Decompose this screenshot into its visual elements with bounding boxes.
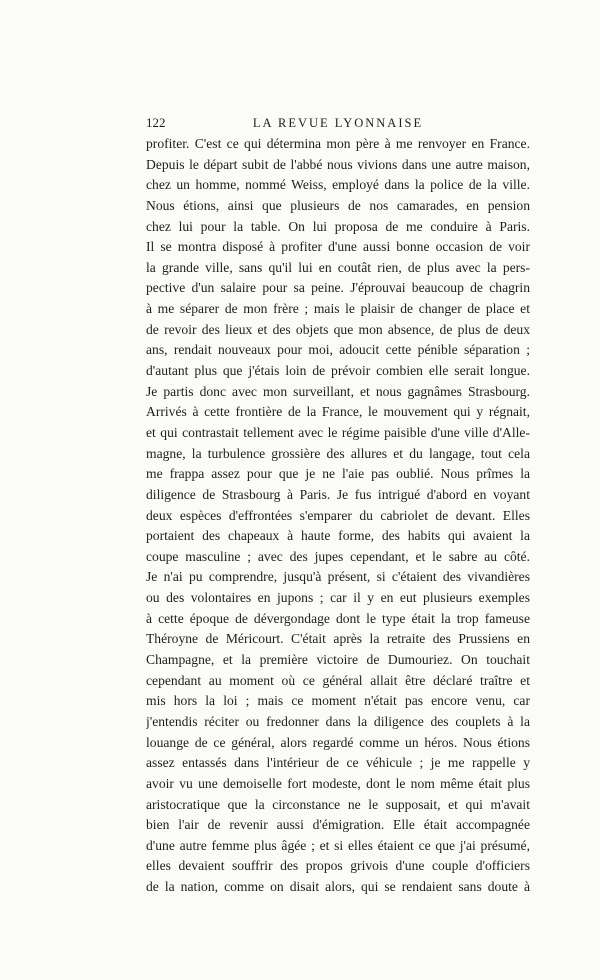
text-line: portaient des chapeaux à haute forme, des habits qui avaient la xyxy=(146,528,530,544)
text-line: à cette époque de dévergondage dont le type était la trop fameuse xyxy=(146,610,530,626)
text-line: Nous étions, ainsi que plusieurs de nos camarades, en pension xyxy=(146,197,530,213)
text-line: bien l'air de revenir aussi d'émigration. Elle était accompagnée xyxy=(146,817,530,833)
page-number: 122 xyxy=(146,115,166,130)
body-text xyxy=(146,134,530,898)
text-line: magne, la turbulence grossière des allures et du langage, tout cela xyxy=(146,445,530,461)
text-line: chez un homme, nommé Weiss, employé dans la police de la ville. xyxy=(146,177,530,193)
text-line: d'autant plus que j'étais loin de prévoir combien elle serait longue. xyxy=(146,363,530,379)
text-line: d'une autre femme plus âgée ; et si elles étaient ce que j'ai présumé, xyxy=(146,837,530,853)
text-line: assez entassés dans l'intérieur de ce véhicule ; je me rappelle y xyxy=(146,755,530,771)
text-line: Depuis le départ subit de l'abbé nous vivions dans une autre maison, xyxy=(146,156,530,172)
text-line: ans, rendait nouveaux pour moi, adoucit cette pénible séparation ; xyxy=(146,342,530,358)
text-line: ou des volontaires en jupons ; car il y en eut plusieurs exemples xyxy=(146,590,530,606)
text-line: elles devaient souffrir des propos grivois d'une couple d'officiers xyxy=(146,858,530,874)
text-line: de la nation, comme on disait alors, qui se rendaient sans doute à xyxy=(146,879,530,895)
text-line: louange de ce général, alors regardé comme un héros. Nous étions xyxy=(146,734,530,750)
text-line: à me séparer de mon frère ; mais le plaisir de changer de place et xyxy=(146,301,530,317)
text-line: avoir vu une demoiselle fort modeste, dont le nom même était plus xyxy=(146,775,530,791)
text-line: mis hors la loi ; mais ce moment n'était pas encore venu, car xyxy=(146,693,530,709)
text-line: Je n'ai pu comprendre, jusqu'à présent, si c'étaient des vivandières xyxy=(146,569,530,585)
text-line: Arrivés à cette frontière de la France, le mouvement qui y régnait, xyxy=(146,404,530,420)
text-line: profiter. C'est ce qui détermina mon père à me renvoyer en France. xyxy=(146,136,530,151)
text-line: Théroyne de Méricourt. C'était après la retraite des Prussiens en xyxy=(146,631,530,647)
text-line: chez lui pour la table. On lui proposa de me conduire à Paris. xyxy=(146,218,530,234)
text-line: Je partis donc avec mon surveillant, et nous gagnâmes Strasbourg. xyxy=(146,383,530,399)
running-title: LA REVUE LYONNAISE xyxy=(252,116,424,130)
text-line: et qui contrastait tellement avec le régime paisible d'une ville d'Alle- xyxy=(146,424,530,440)
text-line: coupe masculine ; avec des jupes cependant, et le sabre au côté. xyxy=(146,548,530,564)
text-line: deux espèces d'effrontées s'emparer du cabriolet de devant. Elles xyxy=(146,507,530,523)
text-line: pective d'un salaire pour sa peine. J'éprouvai beaucoup de chagrin xyxy=(146,280,530,296)
text-line: me frappa assez pour que je ne l'aie pas oublié. Nous prîmes la xyxy=(146,466,530,482)
text-line: j'entendis réciter ou fredonner dans la diligence des couplets à la xyxy=(146,713,530,729)
running-header xyxy=(146,115,530,131)
text-line: de revoir des lieux et des objets que mon absence, de plus de deux xyxy=(146,321,530,337)
text-line: cependant au moment où ce général allait être déclaré traître et xyxy=(146,672,530,688)
text-line: la grande ville, sans qu'il lui en coutât rien, de plus avec la pers- xyxy=(146,259,530,275)
text-line: Il se montra disposé à profiter d'une aussi bonne occasion de voir xyxy=(146,239,530,255)
text-line: aristocratique que la circonstance ne le supposait, et qui m'avait xyxy=(146,796,530,812)
text-line: diligence de Strasbourg à Paris. Je fus intrigué d'abord en voyant xyxy=(146,486,530,502)
text-line: Champagne, et la première victoire de Dumouriez. On touchait xyxy=(146,652,530,668)
